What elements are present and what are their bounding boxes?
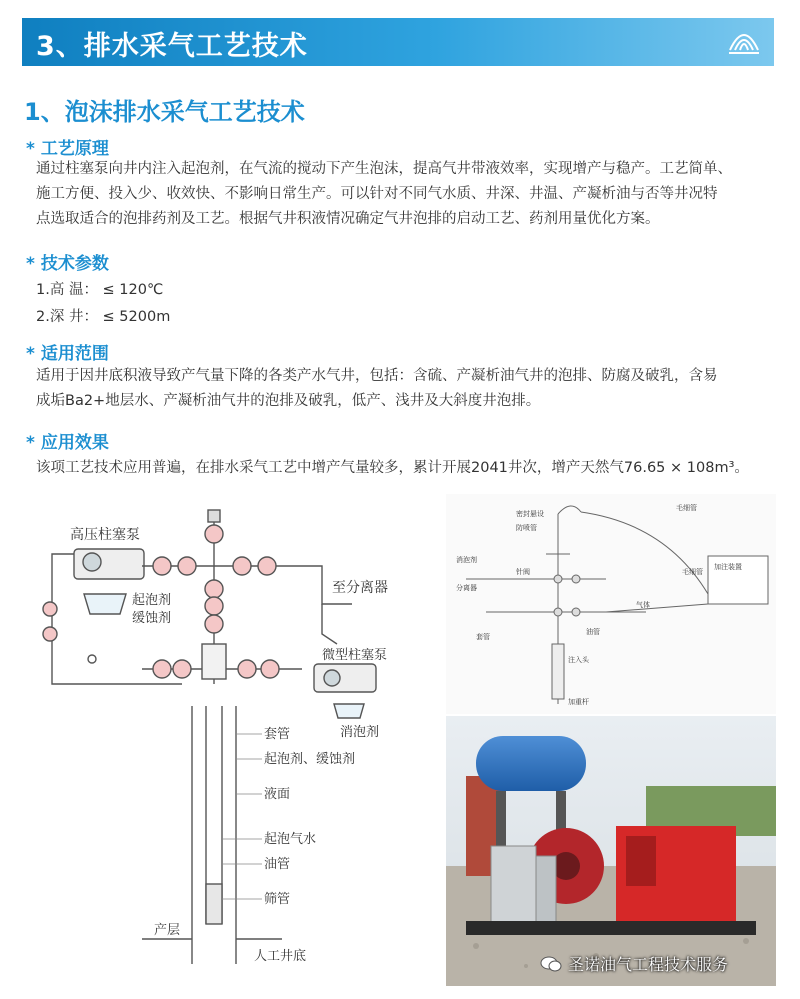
label-formation: 产层 — [154, 923, 181, 938]
label-casing: 套管 — [264, 727, 291, 742]
rlabel-4: 消泡剂 — [456, 556, 477, 564]
rlabel-2: 防喷管 — [516, 524, 537, 532]
star-icon: * — [26, 254, 35, 274]
rlabel-6: 针阀 — [516, 568, 530, 576]
label-foam-corrosion: 起泡剂、缓蚀剂 — [264, 752, 356, 767]
principle-heading — [26, 134, 109, 159]
label-corrosion-agent: 缓蚀剂 — [132, 611, 172, 626]
effect-heading-text: 应用效果 — [40, 433, 109, 453]
foam-injection-schematic — [22, 494, 422, 984]
principle-line: 通过柱塞泵向井内注入起泡剂，在气流的搅动下产生泡沫，提高气井带液效率，实现增产与稳产。工艺简单、 — [36, 161, 732, 177]
rlabel-9: 毛细管 — [682, 568, 703, 576]
label-small-pump: 微型柱塞泵 — [322, 648, 388, 663]
wechat-icon — [540, 955, 562, 973]
rlabel-3: 毛细管 — [676, 504, 697, 512]
scope-line: 成垢Ba2+地层水、产凝析油气井的泡排及破乳，低产、浅井及大斜度井泡排。 — [36, 393, 541, 409]
capillary-injection-schematic — [446, 494, 776, 714]
star-icon: * — [26, 139, 35, 159]
star-icon: * — [26, 433, 35, 453]
label-foam-gas-water: 起泡气水 — [264, 832, 317, 847]
scope-text — [36, 364, 778, 414]
principle-line: 点选取适合的泡排药剂及工艺。根据气井积液情况确定气井泡排的启动工艺、药剂用量优化方案。 — [36, 211, 660, 227]
equipment-photo — [446, 716, 776, 986]
rlabel-12: 注入头 — [568, 656, 589, 664]
rlabel-1: 密封悬设 — [516, 510, 544, 518]
watermark-text: 圣诺油气工程技术服务 — [568, 955, 729, 974]
label-bottom: 人工井底 — [254, 949, 307, 964]
page-title: 3、排水采气工艺技术 — [36, 31, 308, 62]
effect-text: 该项工艺技术应用普遍，在排水采气工艺中增产气量较多，累计开展2041井次，增产天然气76.65 × 108m³。 — [36, 460, 749, 476]
star-icon: * — [26, 344, 35, 364]
rlabel-13: 加重杆 — [568, 698, 589, 706]
section-title: 1、泡沫排水采气工艺技术 — [24, 98, 305, 126]
rlabel-5: 分离器 — [456, 584, 477, 592]
label-tubing: 油管 — [264, 857, 291, 872]
rlabel-7: 加注装置 — [714, 563, 742, 571]
label-liquid-level: 液面 — [264, 787, 291, 802]
company-logo-icon — [726, 24, 762, 60]
param-depth: 2.深 井： ≤ 5200m — [36, 309, 171, 325]
scope-line: 适用于因井底积液导致产气量下降的各类产水气井，包括：含硫、产凝析油气井的泡排、防腐及破乳，含易 — [36, 368, 718, 384]
principle-line: 施工方便、投入少、收效快、不影响日常生产。可以针对不同气水质、井深、井温、产凝析油与否等井况特 — [36, 186, 718, 202]
header-banner — [22, 18, 774, 66]
label-defoamer: 消泡剂 — [340, 725, 380, 740]
principle-text — [36, 157, 778, 232]
rlabel-10: 油管 — [586, 628, 600, 636]
label-hp-pump: 高压柱塞泵 — [70, 527, 140, 543]
watermark — [540, 952, 728, 975]
rlabel-11: 套管 — [476, 633, 490, 641]
principle-heading-text: 工艺原理 — [40, 139, 109, 159]
rlabel-8: 气体 — [636, 601, 650, 609]
param-temperature: 1.高 温： ≤ 120℃ — [36, 282, 164, 298]
scope-heading-text: 适用范围 — [40, 344, 109, 364]
label-to-separator: 至分离器 — [332, 580, 388, 596]
label-screen: 筛管 — [264, 892, 291, 907]
scope-heading — [26, 339, 109, 364]
label-foam-agent: 起泡剂 — [132, 593, 172, 608]
params-heading-text: 技术参数 — [40, 254, 109, 274]
effect-heading — [26, 428, 109, 453]
params-heading — [26, 249, 109, 274]
